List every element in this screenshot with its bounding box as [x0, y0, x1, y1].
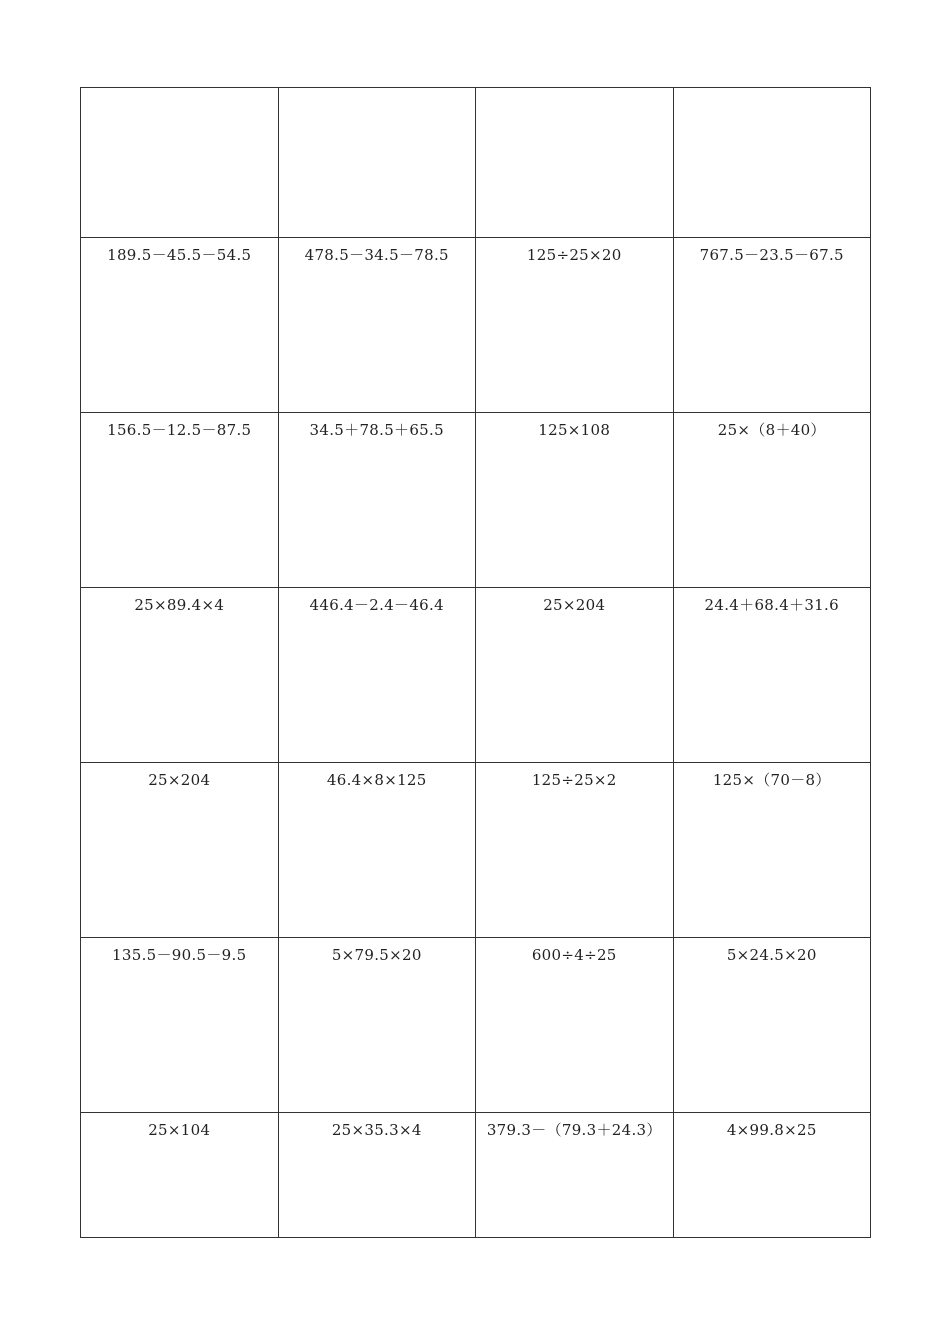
problem-text: 5×24.5×20 [726, 946, 817, 964]
problem-text: 34.5＋78.5＋65.5 [309, 421, 444, 439]
table-row [81, 763, 871, 938]
problem-cell [278, 763, 476, 938]
problem-text: 135.5－90.5－9.5 [112, 946, 247, 964]
problem-text: 446.4－2.4－46.4 [309, 596, 444, 614]
calculation-worksheet-table [80, 87, 871, 1238]
problem-cell [673, 763, 871, 938]
problem-cell [81, 763, 279, 938]
problem-cell [673, 1113, 871, 1238]
problem-text: 4×99.8×25 [726, 1121, 817, 1139]
problem-text: 379.3－（79.3＋24.3） [486, 1121, 662, 1139]
problem-cell [476, 588, 674, 763]
problem-cell [476, 413, 674, 588]
problem-text: 25×35.3×4 [331, 1121, 422, 1139]
problem-text: 189.5－45.5－54.5 [107, 246, 252, 264]
problem-cell [278, 938, 476, 1113]
problem-text: 24.4＋68.4＋31.6 [704, 596, 839, 614]
problem-cell [81, 588, 279, 763]
problem-text: 156.5－12.5－87.5 [107, 421, 252, 439]
problem-cell [673, 413, 871, 588]
problem-cell [278, 413, 476, 588]
problem-cell [476, 763, 674, 938]
table-row [81, 413, 871, 588]
problem-text: 125÷25×20 [526, 246, 622, 264]
problem-cell [278, 1113, 476, 1238]
problem-cell [278, 238, 476, 413]
problem-text: 125×108 [538, 421, 611, 439]
problem-cell [673, 588, 871, 763]
problem-text: 46.4×8×125 [326, 771, 427, 789]
problem-text: 125×（70－8） [712, 771, 831, 789]
problem-cell [81, 413, 279, 588]
problem-cell [81, 1113, 279, 1238]
problem-cell [476, 1113, 674, 1238]
problem-cell [476, 238, 674, 413]
problem-cell [673, 938, 871, 1113]
problem-cell [278, 88, 476, 238]
problem-text: 5×79.5×20 [331, 946, 422, 964]
problem-text: 125÷25×2 [531, 771, 617, 789]
problem-cell [673, 88, 871, 238]
problem-text: 600÷4÷25 [531, 946, 617, 964]
table-row [81, 88, 871, 238]
table-row [81, 1113, 871, 1238]
problem-text: 25×89.4×4 [134, 596, 225, 614]
problem-text: 767.5－23.5－67.5 [699, 246, 844, 264]
problem-cell [81, 938, 279, 1113]
problem-text: 25×204 [148, 771, 211, 789]
problem-cell [673, 238, 871, 413]
problem-text: 25×104 [148, 1121, 211, 1139]
problem-cell [81, 238, 279, 413]
problem-cell [476, 938, 674, 1113]
table-row [81, 938, 871, 1113]
problem-cell [81, 88, 279, 238]
problem-cell [278, 588, 476, 763]
problem-cell [476, 88, 674, 238]
problem-text: 25×204 [543, 596, 606, 614]
problem-text: 25×（8＋40） [717, 421, 826, 439]
table-row [81, 238, 871, 413]
problem-text: 478.5－34.5－78.5 [304, 246, 449, 264]
table-row [81, 588, 871, 763]
